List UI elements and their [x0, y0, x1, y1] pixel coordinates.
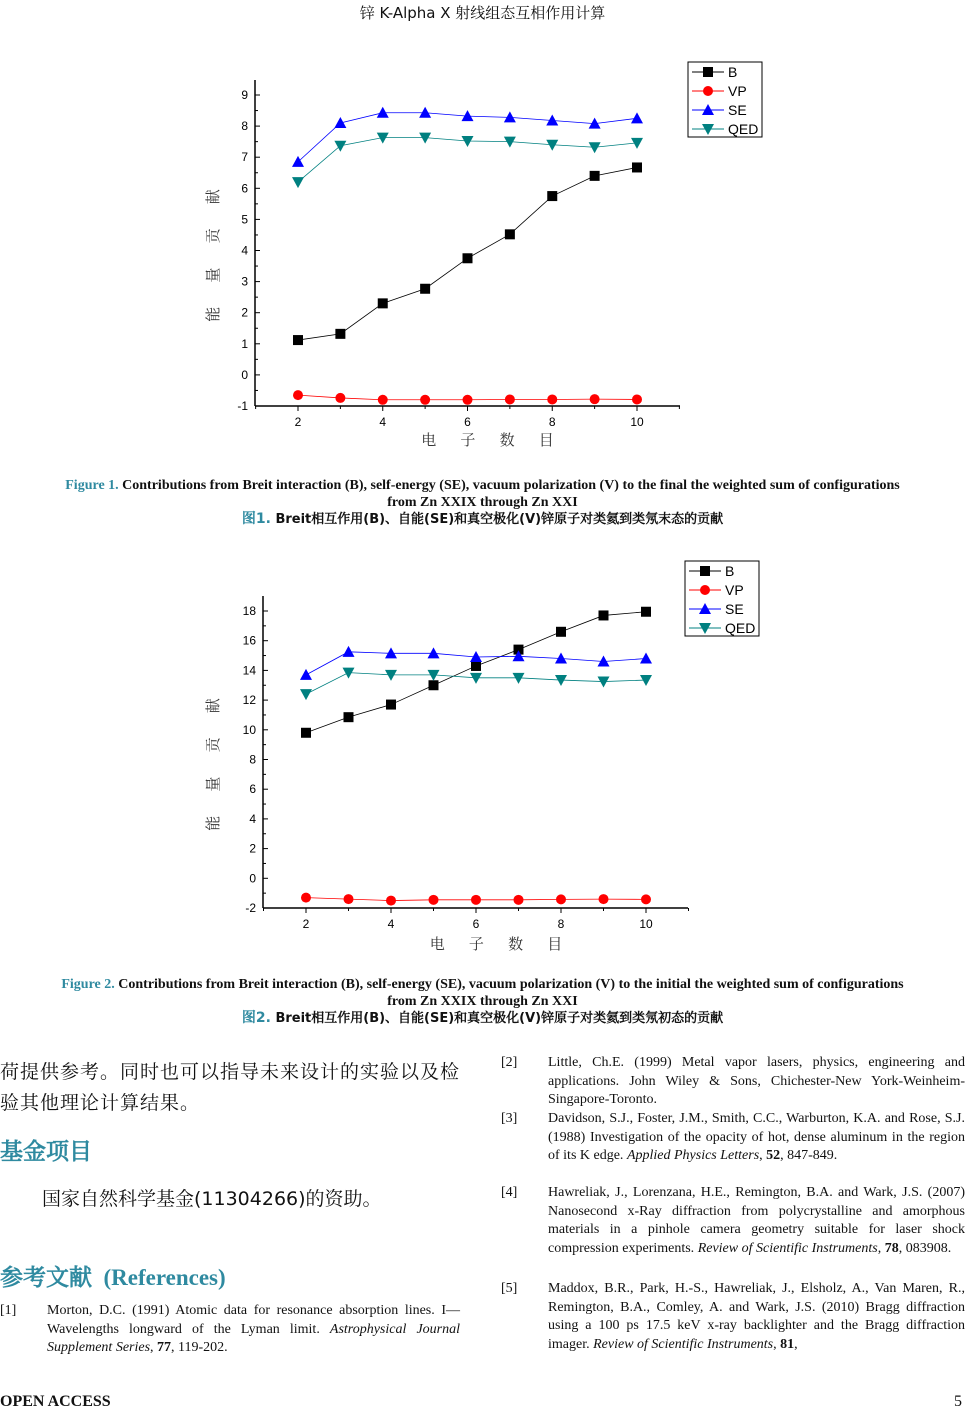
data-point-vp	[471, 895, 481, 905]
legend-label: SE	[728, 102, 747, 118]
caption-text-2: from Zn XXIX through Zn XXI	[387, 495, 578, 510]
legend-marker-b	[700, 566, 710, 576]
legend-label: QED	[728, 121, 759, 137]
y-tick-label: 0	[249, 871, 256, 886]
reference-journal: Applied Physics Letters	[626, 1148, 760, 1164]
data-point-b	[599, 610, 609, 620]
series-line-b	[306, 612, 646, 733]
y-tick-label: -1	[237, 399, 248, 413]
data-point-vp	[301, 893, 311, 903]
y-tick-label: 2	[241, 305, 248, 320]
data-point-vp	[632, 394, 642, 404]
y-tick-label: 9	[241, 88, 248, 102]
open-access-label: OPEN ACCESS	[0, 1393, 111, 1410]
reference-volume: 78	[884, 1240, 899, 1256]
data-point-vp	[599, 894, 609, 904]
reference-text: Maddox, B.R., Park, H.-S., Hawreliak, J., Elsholz, A., Van Maren, R., Remington, B.A., Comley, A. and Wark, J.S. (2010) Bragg diffraction using a 100 ps 17.5 keV x-ray backlighter and the Bragg diffraction imager.	[548, 1281, 965, 1352]
caption-cn: Breit相互作用(B)、自能(SE)和真空极化(V)锌原子对类氦到类氖初态的贡献	[270, 1011, 724, 1026]
x-tick-label: 2	[294, 415, 302, 429]
data-point-b	[547, 191, 557, 201]
data-point-vp	[420, 395, 430, 405]
x-tick-label: 10	[630, 415, 644, 429]
y-tick-label: -2	[245, 901, 256, 915]
body-paragraph	[0, 1057, 462, 1119]
reference-item: [4] Hawreliak, J., Lorenzana, H.E., Remington, B.A. and Wark, J.S. (2007) Nanosecond x-Ray diffraction from polycrystalline and amorphous materials in a pinhole camera geometry suitable for laser shock compression experiments. Review of Scientific Instruments, 78, 083908.	[501, 1185, 965, 1256]
data-point-se	[343, 646, 355, 657]
data-point-qed	[589, 142, 601, 153]
reference-number: [5]	[501, 1281, 518, 1296]
legend-label: VP	[728, 83, 747, 99]
y-tick-label: 2	[249, 841, 256, 856]
caption-text-2: from Zn XXIX through Zn XXI	[387, 994, 578, 1009]
data-point-vp	[556, 894, 566, 904]
data-point-b	[429, 680, 439, 690]
x-tick-label: 2	[302, 917, 310, 931]
data-point-qed	[292, 177, 304, 188]
x-tick-label: 10	[639, 917, 653, 931]
figure-2-label: Figure 2.	[61, 977, 115, 992]
data-point-vp	[344, 894, 354, 904]
figure-2-chart	[0, 540, 965, 970]
data-point-vp	[335, 393, 345, 403]
legend-label: B	[728, 64, 738, 80]
reference-text: Hawreliak, J., Lorenzana, H.E., Remington, B.A. and Wark, J.S. (2007) Nanosecond x-Ray diffraction from polycrystalline and amorphous materials in a pinhole camera geometry suitable for laser shock compression experiments.	[548, 1185, 965, 1256]
caption-text: Contributions from Breit interaction (B), self-energy (SE), vacuum polarization (V) to the initial the weighted sum of configurations	[114, 977, 904, 992]
reference-number: [2]	[501, 1055, 518, 1070]
data-point-se	[631, 112, 643, 123]
y-tick-label: 1	[241, 336, 248, 351]
reference-text: Morton, D.C. (1991) Atomic data for resonance absorption lines. I—Wavelengths longward of the Lyman limit.	[47, 1303, 460, 1337]
y-tick-label: 6	[241, 181, 248, 196]
data-point-b	[641, 607, 651, 617]
reference-number: [3]	[501, 1111, 518, 1126]
data-point-b	[463, 253, 473, 263]
data-point-qed	[300, 689, 312, 700]
reference-number: [4]	[501, 1185, 518, 1200]
data-point-se	[419, 107, 431, 118]
data-point-b	[505, 229, 515, 239]
data-point-b	[344, 712, 354, 722]
caption-cn: Breit相互作用(B)、自能(SE)和真空极化(V)锌原子对类氦到类氖末态的贡献	[270, 512, 724, 527]
body-line: 验其他理论计算结果。	[0, 1092, 201, 1114]
reference-item	[501, 1054, 965, 1110]
reference-journal: Review of Scientific Instruments	[697, 1240, 878, 1256]
page-number: 5	[954, 1393, 962, 1410]
y-tick-label: 4	[241, 243, 248, 258]
data-point-b	[590, 171, 600, 181]
reference-journal: Astrophysical Journal Supplement Series	[47, 1321, 460, 1356]
y-tick-label: 8	[241, 119, 248, 134]
y-tick-label: 5	[241, 212, 248, 227]
legend-marker-vp	[700, 585, 710, 595]
y-axis-label: 能 量 贡 献	[205, 179, 222, 322]
x-axis-label: 电 子 数 目	[429, 936, 573, 953]
y-tick-label: 4	[249, 811, 256, 826]
reference-pages: , 847-849.	[780, 1148, 838, 1164]
reference-text: Little, Ch.E. (1999) Metal vapor lasers, physics, engineering and applications. John Wiley & Sons, Chichester-New York-Weinheim-Singapore-Toronto.	[548, 1055, 965, 1108]
running-header: 锌 K-Alpha X 射线组态互相作用计算	[359, 4, 606, 22]
refs-heading-cn: 参考文献	[0, 1265, 92, 1291]
data-point-vp	[514, 895, 524, 905]
y-tick-label: 18	[242, 604, 256, 618]
x-tick-label: 8	[557, 917, 565, 931]
figure-1-cn-label: 图1.	[241, 511, 271, 527]
data-point-qed	[462, 136, 474, 147]
legend-marker-vp	[703, 86, 713, 96]
figure-1-chart	[0, 0, 965, 470]
reference-pages: , 083908.	[898, 1240, 952, 1256]
x-tick-label: 4	[387, 917, 395, 931]
reference-number: [1]	[0, 1303, 17, 1318]
y-tick-label: 16	[242, 633, 256, 648]
reference-item: [5] Maddox, B.R., Park, H.-S., Hawreliak, J., Elsholz, A., Van Maren, R., Remington, B.A., Comley, A. and Wark, J.S. (2010) Bragg diffraction using a 100 ps 17.5 keV x-ray backlighter and the Bragg diffraction imager. Review of Scientific Instruments, 81,	[501, 1281, 965, 1352]
reference-text: Davidson, S.J., Foster, J.M., Smith, C.C., Warburton, K.A. and Rose, S.J. (1988) Investigation of the opacity of hot, dense aluminum in the region of its K edge.	[548, 1111, 965, 1164]
data-point-b	[632, 162, 642, 172]
data-point-vp	[386, 896, 396, 906]
reference-volume: 77	[157, 1340, 172, 1356]
reference-item: [1] Morton, D.C. (1991) Atomic data for resonance absorption lines. I—Wavelengths longward of the Lyman limit. Astrophysical Journal Supplement Series, 77, 119-202.	[0, 1303, 460, 1356]
reference-pages: , 119-202.	[171, 1340, 228, 1356]
x-tick-label: 6	[464, 415, 471, 429]
y-tick-label: 7	[241, 150, 248, 165]
x-tick-label: 8	[548, 415, 556, 429]
data-point-se	[428, 647, 440, 658]
legend-label: QED	[725, 620, 756, 636]
data-point-vp	[429, 895, 439, 905]
data-point-vp	[547, 394, 557, 404]
figure-1-caption	[0, 477, 965, 528]
y-tick-label: 0	[241, 367, 248, 382]
legend-label: VP	[725, 582, 744, 598]
legend-marker-b	[703, 67, 713, 77]
data-point-b	[378, 298, 388, 308]
data-point-b	[301, 728, 311, 738]
data-point-qed	[334, 141, 346, 152]
data-point-se	[300, 669, 312, 680]
data-point-vp	[641, 894, 651, 904]
figure-2-cn-label: 图2.	[241, 1010, 271, 1026]
data-point-se	[640, 653, 652, 664]
x-tick-label: 4	[379, 415, 387, 429]
body-line: 荷提供参考。同时也可以指导未来设计的实验以及检	[0, 1061, 461, 1083]
legend-label: SE	[725, 601, 744, 617]
y-tick-label: 3	[241, 274, 248, 289]
data-point-qed	[598, 677, 610, 688]
data-point-vp	[463, 395, 473, 405]
funding-text: 国家自然科学基金(11304266)的资助。	[42, 1188, 382, 1210]
y-axis-label: 能 量 贡 献	[205, 688, 222, 831]
data-point-b	[293, 335, 303, 345]
data-point-qed	[470, 673, 482, 684]
data-point-b	[420, 284, 430, 294]
data-point-vp	[378, 395, 388, 405]
funding-heading: 基金项目	[0, 1139, 92, 1165]
x-axis-label: 电 子 数 目	[421, 432, 564, 449]
refs-heading-en: (References)	[103, 1265, 226, 1290]
y-tick-label: 14	[242, 663, 256, 678]
data-point-b	[471, 661, 481, 671]
figure-2-caption	[0, 976, 965, 1027]
references-heading	[0, 1259, 226, 1292]
data-point-b	[556, 627, 566, 637]
y-tick-label: 10	[242, 722, 256, 737]
reference-journal: Review of Scientific Instruments	[593, 1336, 774, 1352]
reference-pages: ,	[794, 1336, 798, 1352]
data-point-b	[386, 700, 396, 710]
data-point-vp	[590, 394, 600, 404]
data-point-qed	[385, 670, 397, 681]
reference-item: [3] Davidson, S.J., Foster, J.M., Smith, C.C., Warburton, K.A. and Rose, S.J. (1988) Investigation of the opacity of hot, dense aluminum in the region of its K edge. Applied Physics Letters, 52, 847-849.	[501, 1111, 965, 1164]
x-tick-label: 6	[472, 917, 480, 931]
y-tick-label: 6	[249, 782, 256, 797]
data-point-vp	[505, 394, 515, 404]
reference-volume: 81	[780, 1336, 795, 1352]
data-point-se	[334, 117, 346, 128]
y-tick-label: 12	[242, 693, 256, 708]
legend-label: B	[725, 563, 735, 579]
data-point-b	[335, 329, 345, 339]
data-point-se	[377, 107, 389, 118]
y-tick-label: 8	[249, 752, 256, 767]
reference-volume: 52	[766, 1148, 781, 1164]
figure-1-label: Figure 1.	[65, 478, 119, 493]
caption-text: Contributions from Breit interaction (B), self-energy (SE), vacuum polarization (V) to the final the weighted sum of configurations	[118, 478, 900, 493]
data-point-vp	[293, 390, 303, 400]
